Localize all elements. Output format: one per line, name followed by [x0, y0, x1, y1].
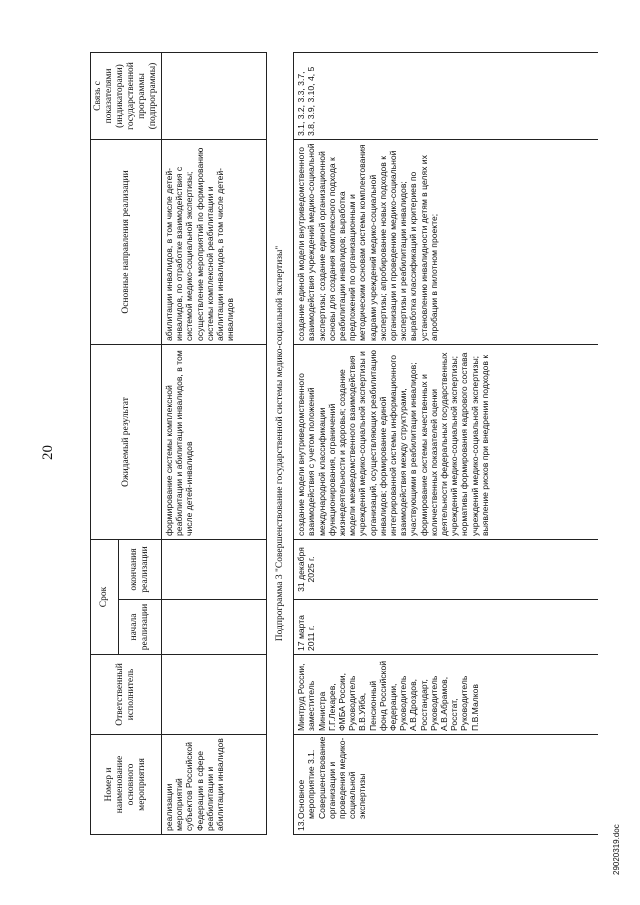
header-end: окончания реализации — [119, 539, 162, 599]
cont-empty — [162, 600, 267, 655]
header-result: Ожидаемый результат — [91, 344, 162, 539]
cont-empty — [162, 655, 267, 735]
row-directions: создание единой модели внутриведомственного взаимодействия учреждений медико-социальной экспертизы; создание единой организационной основы для создания комплексного подхода к реабилитации инвалидов; выработка предложений по организационным и методическим основам системы комплектования кадрами учреждений медико-социальной экспертизы; апробирование новых подходов к организации и проведению медико-социальной экспертизы и реабилитации инвалидов; выработка классификаций и критериев по установлению инвалидности детям в целях их апробации в пилотном проекте; — [294, 139, 599, 344]
subprogram-title: Подпрограмма 3 "Совершенствование государственной системы медико-социальной экспертизы" — [267, 52, 294, 834]
header-number: Номер и наименование основного мероприятия — [91, 735, 162, 835]
header-directions: Основные направления реализации — [91, 139, 162, 344]
header-term: Срок — [91, 539, 119, 654]
header-responsible: Ответственный исполнитель — [91, 655, 162, 735]
row-responsible: Минтруд России, заместитель Министра Г.Г.Лекарев, ФМБА России, Руководитель В.В.Уйба, Пенсионный фонд Российской Федерации, Руководитель А.В.Дроздов, Росстандарт, Руководитель А.В.Абрамов, Росстат, Руководитель П.В.Малков — [294, 655, 599, 735]
cont-name: реализации мероприятий субъектов Российской Федерации в сфере реабилитации и абилитации инвалидов — [162, 735, 267, 835]
table-row — [294, 52, 599, 834]
row-end: 31 декабря 2025 г. — [294, 539, 599, 599]
row-start: 17 марта 2011 г. — [294, 600, 599, 655]
header-row — [91, 52, 119, 834]
footer-filename: 29020319.doc — [612, 824, 621, 875]
row-name: Основное мероприятие 3.1. Совершенствование организации и проведения медико-социальной экспертизы — [296, 736, 368, 820]
cont-empty — [162, 539, 267, 599]
row-number: 13. — [296, 819, 307, 831]
cont-empty — [162, 52, 267, 139]
program-table — [90, 52, 598, 835]
header-link: Связь с показателями (индикаторами) государственной программы (подпрограммы) — [91, 52, 162, 139]
subprogram-row — [267, 52, 294, 834]
continuation-row — [162, 52, 267, 834]
header-start: начала реализации — [119, 600, 162, 655]
row13-name-cell — [294, 735, 599, 835]
cont-directions: абилитации инвалидов, в том числе детей-инвалидов, по отработке взаимодействия с системой медико-социальной экспертизы; осуществление мероприятий по формированию системы комплексной реабилитации и абилитации инвалидов, в том числе детей-инвалидов — [162, 139, 267, 344]
page-number: 20 — [40, 445, 56, 460]
row-link: 3.1, 3.2, 3.3, 3.7, 3.8, 3.9, 3.10, 4, 5 — [294, 52, 599, 139]
cont-result: формирование системы комплексной реабилитации и абилитации инвалидов, в том числе детей-инвалидов — [162, 344, 267, 539]
row-result: создание модели внутриведомственного взаимодействия с учетом положений международной классификации функционирования, ограничений жизнедеятельности и здоровья; создание модели межведомственного взаимодействия учреждений медико-социальной экспертизы и организаций, осуществляющих реабилитацию инвалидов; формирование единой интегрированной системы информационного взаимодействия между структурами, участвующими в реабилитации инвалидов; формирование системы качественных и количественных показателей оценки деятельности федеральных государственных учреждений медико-социальной экспертизы; нормативы формирования кадрового состава учреждений медико-социальной экспертизы; выявление рисков при внедрении подходов к — [294, 344, 599, 539]
